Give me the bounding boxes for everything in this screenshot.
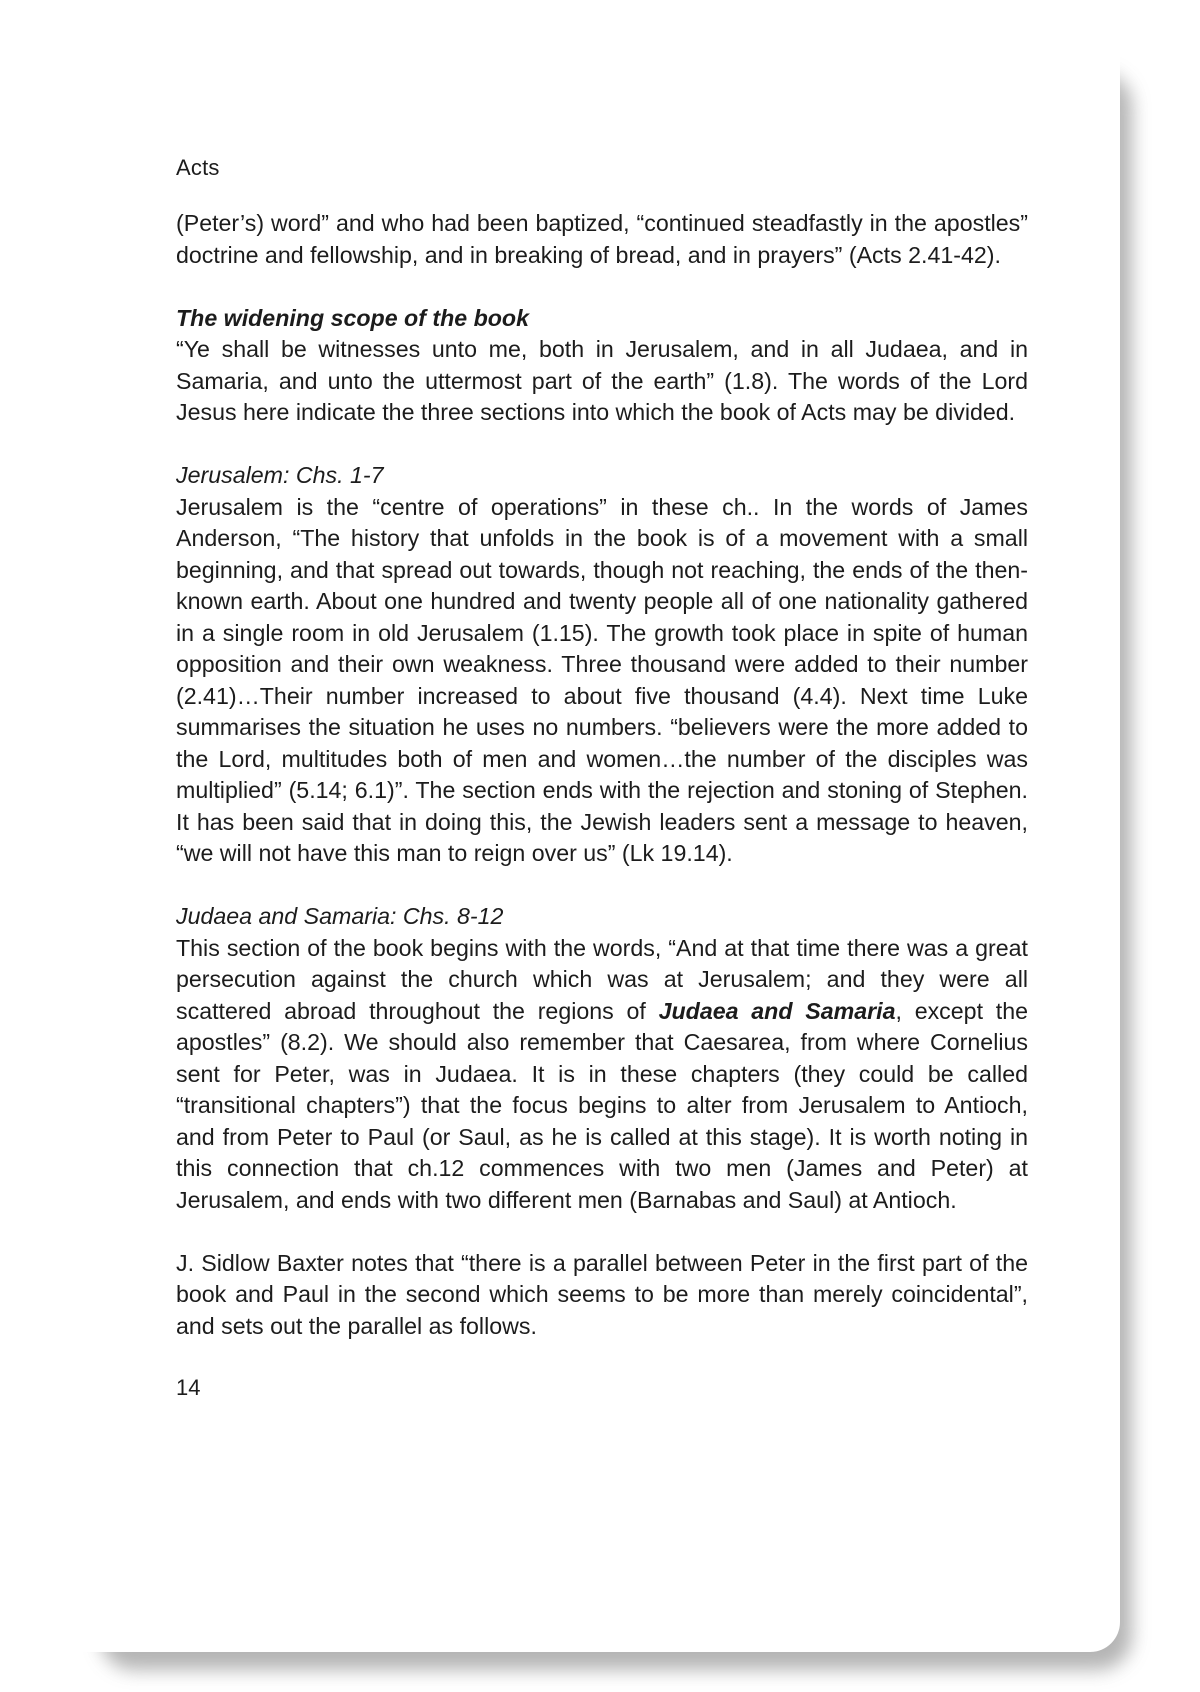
jerusalem-paragraph: Jerusalem is the “centre of operations” in these ch.. In the words of James Anderson, “The history that unfolds in the book is of a movement with a small beginning, and that spread out towards, though not reaching, the ends of the then-known earth. About one hundred and twenty people all of one nationality gathered in a single room in old Jerusalem (1.15). The growth took place in spite of human opposition and their own weakness. Three thousand were added to their number (2.41)…Their number increased to about five thousand (4.4). Next time Luke summarises the situation he uses no numbers. “believers were the more added to the Lord, multitudes both of men and women…the number of the disciples was multiplied” (5.14; 6.1)”. The section ends with the rejection and stoning of Stephen. It has been said that in doing this, the Jewish leaders sent a message to heaven, “we will not have this man to reign over us” (Lk 19.14).: [176, 493, 1028, 866]
paragraph-gap: [176, 429, 1028, 461]
judaea-text-end: , except the apostles” (8.2). We should also remember that Caesarea, from where Cornelius sent for Peter, was in Judaea. It is in these chapters (they could be called “transitional chapters”) that the focus begins to alter from Jerusalem to Antioch, and from Peter to Paul (or Saul, as he is called at this stage). It is worth noting in this connection that ch.12 commences with two men (James and Peter) at Jerusalem, and ends with two different men (Barnabas and Saul) at Antioch.: [176, 997, 1028, 1213]
intro-paragraph: (Peter’s) word” and who had been baptized, “continued steadfastly in the apostles” doctrine and fellowship, and in breaking of bread, and in prayers” (Acts 2.41-42).: [176, 210, 1028, 268]
subheading-jerusalem: Jerusalem: Chs. 1-7: [176, 462, 384, 488]
judaea-emphasis: Judaea and Samaria: [658, 997, 896, 1024]
baxter-paragraph: J. Sidlow Baxter notes that “there is a parallel between Peter in the first part of the book and Paul in the second which seems to be more than merely coincidental”, and sets out the parallel as follows.: [176, 1249, 1028, 1339]
scope-paragraph: “Ye shall be witnesses unto me, both in Jerusalem, and in all Judaea, and in Samaria, and unto the uttermost part of the earth” (1.8). The words of the Lord Jesus here indicate the three sections into which the book of Acts may be divided.: [176, 336, 1028, 425]
running-head: Acts: [176, 155, 220, 180]
page-content: [176, 152, 1028, 1404]
paragraph-gap: [176, 271, 1028, 303]
subheading-judaea-samaria: Judaea and Samaria: Chs. 8-12: [176, 903, 504, 929]
paragraph-gap: [176, 1216, 1028, 1248]
paragraph-gap: [176, 870, 1028, 902]
judaea-text-start: This section of the book begins with the words, “And at that time there was a great persecution against the church which was at Jerusalem; and they were all scattered abroad throughout the regions of: [176, 934, 1028, 1024]
judaea-paragraph: [176, 933, 1028, 1217]
section-heading: The widening scope of the book: [176, 304, 529, 331]
page-number: 14: [176, 1375, 201, 1400]
